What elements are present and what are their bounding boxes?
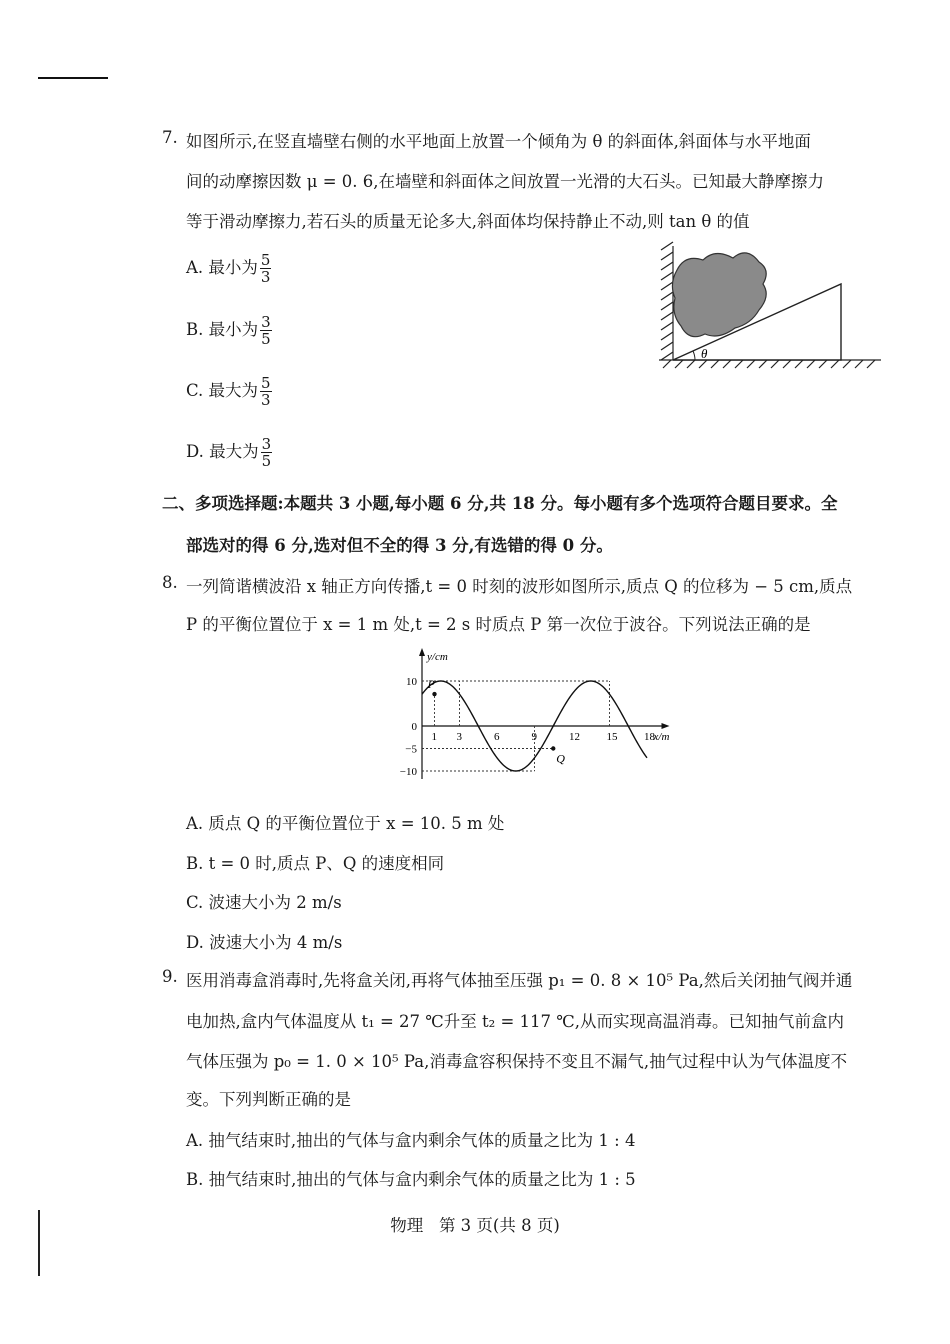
q8-stem-line1: 一列简谐横波沿 x 轴正方向传播,t = 0 时刻的波形如图所示,质点 Q 的位移为 − 5 cm,质点 <box>186 577 853 596</box>
q9-stem-line4: 变。下列判断正确的是 <box>186 1090 351 1109</box>
x-tick-label: 12 <box>569 731 580 743</box>
q7-option-d: D. 最大为 $\frac{3}{5}$ <box>186 435 272 470</box>
q8-number: 8. <box>162 573 178 592</box>
q8-option-b: B. t = 0 时,质点 P、Q 的速度相同 <box>186 854 445 873</box>
y-axis-arrow <box>419 648 425 656</box>
point-q <box>551 746 555 750</box>
x-axis-label: x/m <box>653 731 670 743</box>
x-tick-label: 15 <box>606 731 618 743</box>
x-tick-label: 6 <box>494 731 500 743</box>
q7-option-b: B. 最小为 $\frac{3}{5}$ <box>186 313 271 348</box>
q7-number: 7. <box>162 128 178 147</box>
q9-option-b: B. 抽气结束时,抽出的气体与盒内剩余气体的质量之比为 1 : 5 <box>186 1170 636 1189</box>
q8-stem-line2: P 的平衡位置位于 x = 1 m 处,t = 2 s 时质点 P 第一次位于波谷。下列说法正确的是 <box>186 615 811 634</box>
y-axis-label: y/cm <box>427 651 448 663</box>
point-label-q: Q <box>556 751 565 766</box>
q7-option-c: C. 最大为 $\frac{5}{3}$ <box>186 374 271 409</box>
q9-stem-line1: 医用消毒盒消毒时,先将盒关闭,再将气体抽至压强 p₁ = 0. 8 × 10⁵ Pa,然后关闭抽气阀并通 <box>186 971 853 990</box>
q7-stem-line2: 间的动摩擦因数 μ = 0. 6,在墙壁和斜面体之间放置一光滑的大石头。已知最大静摩擦力 <box>186 172 825 191</box>
page-footer: 物理 第 3 页(共 8 页) <box>390 1216 560 1235</box>
x-tick-label: 1 <box>431 731 437 743</box>
q8-option-d: D. 波速大小为 4 m/s <box>186 933 343 952</box>
scan-edge-mark <box>38 77 108 79</box>
y-tick-label: −10 <box>399 766 417 778</box>
y-tick-label: 0 <box>411 721 417 733</box>
x-tick-label: 3 <box>456 731 462 743</box>
q8-wave-chart <box>390 646 680 786</box>
y-tick-label: 10 <box>406 676 417 688</box>
q9-stem-line3: 气体压强为 p₀ = 1. 0 × 10⁵ Pa,消毒盒容积保持不变且不漏气,抽气过程中认为气体温度不 <box>186 1052 848 1071</box>
theta-label: θ <box>701 346 708 361</box>
ground-hatching <box>659 360 881 368</box>
q8-option-c: C. 波速大小为 2 m/s <box>186 893 342 912</box>
wall-hatching <box>661 242 673 360</box>
q7-stem-line1: 如图所示,在竖直墙壁右侧的水平地面上放置一个倾角为 θ 的斜面体,斜面体与水平地面 <box>186 132 811 151</box>
q7-figure-incline <box>655 240 885 375</box>
section2-header-line2: 部选对的得 6 分,选对但不全的得 3 分,有选错的得 0 分。 <box>186 536 613 555</box>
x-axis-arrow <box>662 723 670 729</box>
x-tick-label: 18 <box>644 731 655 743</box>
q7-option-a: A. 最小为 $\frac{5}{3}$ <box>186 251 271 286</box>
point-label-p: P <box>427 677 435 692</box>
q7-stem-line3: 等于滑动摩擦力,若石头的质量无论多大,斜面体均保持静止不动,则 tan θ 的值 <box>186 212 750 231</box>
q9-number: 9. <box>162 967 178 986</box>
q9-stem-line2: 电加热,盒内气体温度从 t₁ = 27 ℃升至 t₂ = 117 ℃,从而实现高温消毒。已知抽气前盒内 <box>186 1012 844 1031</box>
x-tick-label: 9 <box>531 731 537 743</box>
section2-header-line1: 二、多项选择题:本题共 3 小题,每小题 6 分,共 18 分。每小题有多个选项符合题目要求。全 <box>162 494 838 513</box>
q8-option-a: A. 质点 Q 的平衡位置位于 x = 10. 5 m 处 <box>186 814 505 833</box>
q9-option-a: A. 抽气结束时,抽出的气体与盒内剩余气体的质量之比为 1 : 4 <box>186 1131 636 1150</box>
y-tick-label: −5 <box>405 743 417 756</box>
point-p <box>432 692 436 696</box>
